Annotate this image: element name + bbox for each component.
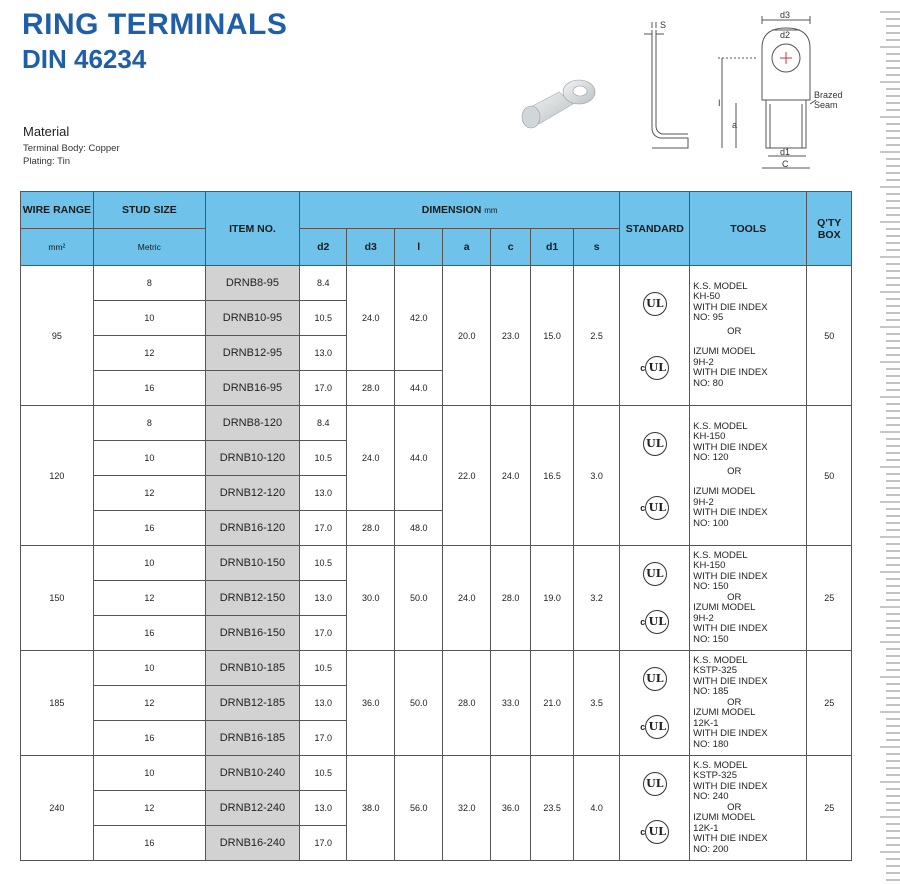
standard-cell [620,756,690,861]
d2-cell: 10.5 [299,546,347,581]
drawing-label-d2: d2 [780,30,791,40]
drawing-label-l: I [718,98,721,108]
item-no-cell: DRNB16-185 [205,721,299,756]
item-no-cell: DRNB10-120 [205,441,299,476]
l-cell: 50.0 [394,651,443,756]
header-d3: d3 [347,229,395,266]
item-no-cell: DRNB16-240 [205,826,299,861]
item-no-cell: DRNB12-120 [205,476,299,511]
stud-cell: 12 [93,581,205,616]
s-cell: 2.5 [573,266,620,406]
item-no-cell: DRNB12-185 [205,686,299,721]
s-cell: 3.5 [573,651,620,756]
stud-cell: 12 [93,791,205,826]
drawing-label-d1: d1 [780,147,791,157]
stud-cell: 16 [93,721,205,756]
ul-icon: UL [643,667,667,691]
qty-cell: 50 [807,266,852,406]
header-l: l [394,229,443,266]
d1-cell: 15.0 [531,266,573,406]
stud-cell: 12 [93,336,205,371]
cul-icon: UL [645,496,669,520]
c-cell: 23.0 [490,266,530,406]
d1-cell: 23.5 [531,756,573,861]
material-heading: Material [23,124,70,139]
standard-cell [620,406,690,546]
qty-cell: 50 [807,406,852,546]
qty-cell: 25 [807,546,852,651]
l-cell: 44.0 [394,371,443,406]
a-cell: 32.0 [443,756,491,861]
d1-cell: 21.0 [531,651,573,756]
wire-range-cell: 150 [21,546,94,651]
qty-cell: 25 [807,651,852,756]
tools-cell: K.S. MODEL KH-50 WITH DIE INDEX NO: 95 OR IZUMI MODEL 9H-2 WITH DIE INDEX NO: 80 [690,266,807,406]
header-stud-size: STUD SIZE [93,192,205,229]
wire-range-cell: 120 [21,406,94,546]
tools-cell: K.S. MODEL KH-150 WITH DIE INDEX NO: 150 OR IZUMI MODEL 9H-2 WITH DIE INDEX NO: 150 [690,546,807,651]
d2-cell: 13.0 [299,581,347,616]
item-no-cell: DRNB10-240 [205,756,299,791]
header-d2: d2 [299,229,347,266]
header-standard: STANDARD [620,192,690,266]
spec-table [20,191,852,861]
l-cell: 44.0 [394,406,443,511]
ul-icon: UL [643,562,667,586]
c-cell: 36.0 [490,756,530,861]
c-mark: c [640,362,646,373]
material-plating: Plating: Tin [23,156,70,167]
page-subtitle: DIN 46234 [22,44,147,74]
stud-cell: 10 [93,756,205,791]
ul-icon: UL [643,772,667,796]
header-c: c [490,229,530,266]
d2-cell: 17.0 [299,721,347,756]
drawing-label-c: C [782,159,789,169]
wire-range-cell: 185 [21,651,94,756]
c-cell: 33.0 [490,651,530,756]
cul-icon: UL [645,356,669,380]
d2-cell: 13.0 [299,686,347,721]
table-row [21,546,852,581]
standard-cell [620,266,690,406]
drawing-label-brazed: Brazed [814,90,843,100]
wire-range-cell: 95 [21,266,94,406]
c-cell: 24.0 [490,406,530,546]
drawing-label-s: S [660,20,667,30]
item-no-cell: DRNB16-95 [205,371,299,406]
technical-drawing [630,8,860,173]
d2-cell: 8.4 [299,406,347,441]
ul-icon: UL [643,292,667,316]
header-s: s [573,229,620,266]
d3-cell: 28.0 [347,511,395,546]
qty-cell: 25 [807,756,852,861]
item-no-cell: DRNB12-150 [205,581,299,616]
wire-range-cell: 240 [21,756,94,861]
ul-icon: UL [643,432,667,456]
stud-cell: 12 [93,686,205,721]
c-mark: c [640,502,646,513]
a-cell: 28.0 [443,651,491,756]
d1-cell: 16.5 [531,406,573,546]
drawing-label-d3: d3 [780,10,791,20]
table-row [21,756,852,791]
d2-cell: 13.0 [299,336,347,371]
cul-icon: UL [645,610,669,634]
stud-cell: 16 [93,371,205,406]
stud-cell: 16 [93,826,205,861]
d2-cell: 10.5 [299,651,347,686]
item-no-cell: DRNB8-95 [205,266,299,301]
item-no-cell: DRNB12-240 [205,791,299,826]
header-qty: Q'TY BOX [807,192,852,266]
c-mark: c [640,827,646,837]
stud-cell: 10 [93,441,205,476]
tools-cell: K.S. MODEL KSTP-325 WITH DIE INDEX NO: 185 OR IZUMI MODEL 12K-1 WITH DIE INDEX NO: 180 [690,651,807,756]
table-row [21,406,852,441]
standard-cell [620,546,690,651]
item-no-cell: DRNB10-185 [205,651,299,686]
header-wire-unit: mm² [21,229,94,266]
stud-cell: 10 [93,301,205,336]
header-tools: TOOLS [690,192,807,266]
terminal-photo [515,78,605,138]
d3-cell: 30.0 [347,546,395,651]
d2-cell: 13.0 [299,791,347,826]
l-cell: 48.0 [394,511,443,546]
stud-cell: 16 [93,511,205,546]
a-cell: 22.0 [443,406,491,546]
drawing-label-a: a [732,120,738,130]
header-dimension: DIMENSION mm [299,192,619,229]
l-cell: 56.0 [394,756,443,861]
stud-cell: 10 [93,651,205,686]
c-cell: 28.0 [490,546,530,651]
item-no-cell: DRNB16-150 [205,616,299,651]
s-cell: 4.0 [573,756,620,861]
item-no-cell: DRNB16-120 [205,511,299,546]
d1-cell: 19.0 [531,546,573,651]
s-cell: 3.2 [573,546,620,651]
item-no-cell: DRNB8-120 [205,406,299,441]
a-cell: 24.0 [443,546,491,651]
c-mark: c [640,722,646,732]
table-row [21,651,852,686]
stud-cell: 12 [93,476,205,511]
d3-cell: 38.0 [347,756,395,861]
s-cell: 3.0 [573,406,620,546]
header-d1: d1 [531,229,573,266]
d3-cell: 28.0 [347,371,395,406]
d2-cell: 17.0 [299,371,347,406]
cul-icon: UL [645,715,669,739]
table-row [21,266,852,301]
item-no-cell: DRNB10-95 [205,301,299,336]
item-no-cell: DRNB12-95 [205,336,299,371]
header-a: a [443,229,491,266]
drawing-label-seam: Seam [814,100,838,110]
d2-cell: 8.4 [299,266,347,301]
c-mark: c [640,617,646,627]
material-body: Terminal Body: Copper [23,143,120,154]
stud-cell: 10 [93,546,205,581]
header-stud-unit: Metric [93,229,205,266]
d3-cell: 36.0 [347,651,395,756]
d3-cell: 24.0 [347,266,395,371]
stud-cell: 8 [93,266,205,301]
side-ruler [876,8,900,884]
d2-cell: 13.0 [299,476,347,511]
d2-cell: 17.0 [299,511,347,546]
cul-icon: UL [645,820,669,844]
d2-cell: 10.5 [299,301,347,336]
d2-cell: 17.0 [299,826,347,861]
a-cell: 20.0 [443,266,491,406]
header-item-no: ITEM NO. [205,192,299,266]
stud-cell: 8 [93,406,205,441]
l-cell: 50.0 [394,546,443,651]
d2-cell: 10.5 [299,756,347,791]
header-wire-range: WIRE RANGE [21,192,94,229]
standard-cell [620,651,690,756]
l-cell: 42.0 [394,266,443,371]
d2-cell: 17.0 [299,616,347,651]
item-no-cell: DRNB10-150 [205,546,299,581]
d3-cell: 24.0 [347,406,395,511]
page-title: RING TERMINALS [22,8,288,41]
stud-cell: 16 [93,616,205,651]
tools-cell: K.S. MODEL KH-150 WITH DIE INDEX NO: 120 OR IZUMI MODEL 9H-2 WITH DIE INDEX NO: 100 [690,406,807,546]
d2-cell: 10.5 [299,441,347,476]
tools-cell: K.S. MODEL KSTP-325 WITH DIE INDEX NO: 240 OR IZUMI MODEL 12K-1 WITH DIE INDEX NO: 200 [690,756,807,861]
